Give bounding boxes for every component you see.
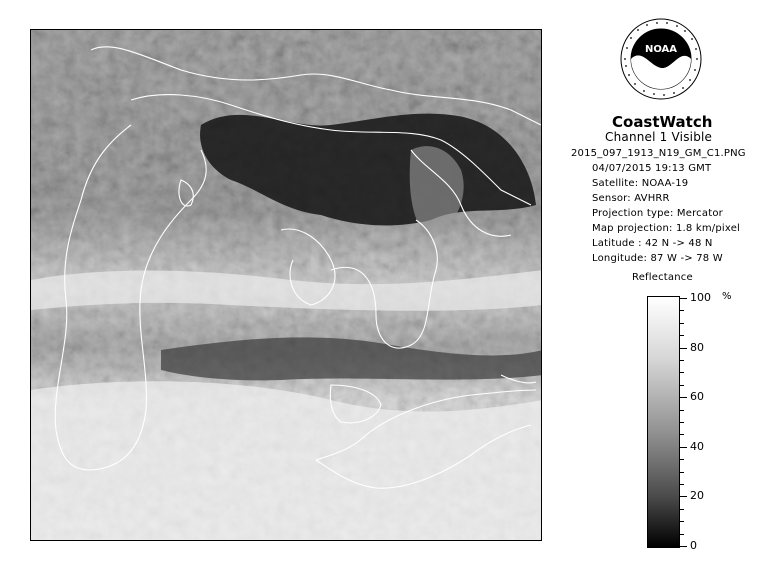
colorbar-minor-tick: [680, 410, 684, 411]
colorbar-minor-tick: [680, 484, 684, 485]
sensor-label: Sensor: AVHRR: [592, 193, 670, 204]
colorbar-major-tick: [680, 496, 687, 497]
colorbar-tick-label: 80: [690, 341, 704, 354]
legend-unit: %: [722, 291, 732, 302]
colorbar-minor-tick: [680, 534, 684, 535]
colorbar-minor-tick: [680, 310, 684, 311]
colorbar-minor-tick: [680, 509, 684, 510]
latitude-range-label: Latitude : 42 N -> 48 N: [592, 238, 713, 249]
colorbar-tick-label: 40: [690, 440, 704, 453]
logo-agency-text: NOAA: [644, 44, 678, 55]
colorbar-minor-tick: [680, 372, 684, 373]
satellite-image: [31, 30, 542, 541]
noaa-seal-icon: [620, 18, 702, 100]
satellite-label: Satellite: NOAA-19: [592, 178, 689, 189]
map-projection-label: Map projection: 1.8 km/pixel: [592, 223, 741, 234]
acquisition-datetime: 04/07/2015 19:13 GMT: [592, 163, 712, 174]
colorbar-minor-tick: [680, 434, 684, 435]
colorbar-major-tick: [680, 348, 687, 349]
colorbar-major-tick: [680, 546, 687, 547]
colorbar-tick-label: 60: [690, 390, 704, 403]
reflectance-colorbar: [647, 296, 680, 548]
colorbar-tick-label: 20: [690, 489, 704, 502]
colorbar-tick-label: 100: [690, 291, 711, 304]
colorbar-minor-tick: [680, 472, 684, 473]
colorbar-minor-tick: [680, 521, 684, 522]
file-name: 2015_097_1913_N19_GM_C1.PNG: [571, 148, 746, 159]
colorbar-tick-label: 0: [690, 539, 697, 552]
legend-title: Reflectance: [632, 272, 693, 283]
colorbar-minor-tick: [680, 385, 684, 386]
colorbar-major-tick: [680, 298, 687, 299]
colorbar-major-tick: [680, 397, 687, 398]
colorbar-minor-tick: [680, 335, 684, 336]
colorbar-minor-tick: [680, 459, 684, 460]
projection-type-label: Projection type: Mercator: [592, 208, 723, 219]
colorbar-minor-tick: [680, 360, 684, 361]
channel-label: Channel 1 Visible: [605, 130, 713, 144]
noaa-logo: [620, 18, 702, 100]
longitude-range-label: Longitude: 87 W -> 78 W: [592, 253, 723, 264]
satellite-map: [30, 29, 542, 541]
colorbar-minor-tick: [680, 323, 684, 324]
colorbar-minor-tick: [680, 422, 684, 423]
product-title: CoastWatch: [612, 113, 713, 131]
colorbar-major-tick: [680, 447, 687, 448]
